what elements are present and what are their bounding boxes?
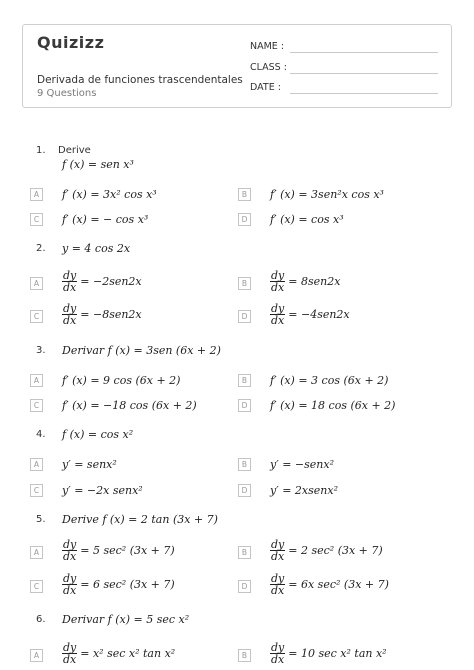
fraction-denominator: dx [63,653,77,666]
date-label: DATE : [250,82,281,93]
option-rhs: = −8sen2x [80,308,142,321]
option-box-a[interactable]: A [30,188,43,201]
fraction-denominator: dx [271,281,285,294]
option-text: y′ = −senx² [270,458,334,471]
fraction-numerator: dy [271,269,285,282]
option-text: f′ (x) = 9 cos (6x + 2) [62,374,181,387]
option-box-b[interactable]: B [238,458,251,471]
option-formula [270,270,340,293]
option-rhs: = 2 sec² (3x + 7) [288,544,383,557]
option-box-c[interactable]: C [30,310,43,323]
quizizz-logo: Quizizz [37,33,105,52]
option-box-b[interactable]: B [238,188,251,201]
question-expression: Derivar f (x) = 3sen (6x + 2) [62,344,221,357]
option-box-a[interactable]: A [30,546,43,559]
option-rhs: = −2sen2x [80,275,142,288]
option-box-c[interactable]: C [30,399,43,412]
fraction-numerator: dy [63,641,77,654]
option-rhs: = 6x sec² (3x + 7) [288,578,389,591]
option-box-d[interactable]: D [238,310,251,323]
option-formula [62,270,142,293]
option-rhs: = 6 sec² (3x + 7) [80,578,175,591]
question-expression: Derive f (x) = 2 tan (3x + 7) [62,513,218,526]
fraction-numerator: dy [63,302,77,315]
fraction-numerator: dy [63,269,77,282]
name-label: NAME : [250,41,285,52]
option-box-b[interactable]: B [238,374,251,387]
option-formula [270,303,350,326]
question-number: 6. [36,614,46,625]
option-rhs: = 8sen2x [288,275,341,288]
worksheet-title: Derivada de funciones trascendentales [37,74,243,86]
fraction-denominator: dx [271,550,285,563]
question-count: 9 Questions [37,88,97,99]
option-box-b[interactable]: B [238,649,251,662]
fraction-numerator: dy [271,641,285,654]
question-number: 3. [36,345,46,356]
name-line [290,52,438,53]
option-box-c[interactable]: C [30,484,43,497]
question-number: 4. [36,429,46,440]
question-expression: y = 4 cos 2x [62,242,131,255]
option-text: f′ (x) = − cos x³ [62,213,149,226]
option-box-d[interactable]: D [238,484,251,497]
option-formula [62,303,142,326]
fraction-denominator: dx [63,550,77,563]
option-text: y′ = 2xsenx² [270,484,338,497]
date-line [290,93,438,94]
question-number: 5. [36,514,46,525]
fraction-denominator: dx [63,584,77,597]
fraction-numerator: dy [63,538,77,551]
option-box-c[interactable]: C [30,580,43,593]
option-text: f′ (x) = 3sen²x cos x³ [270,188,384,201]
fraction-numerator: dy [271,572,285,585]
fraction-numerator: dy [271,302,285,315]
option-box-d[interactable]: D [238,213,251,226]
option-rhs: = −4sen2x [288,308,350,321]
option-text: y′ = −2x senx² [62,484,143,497]
fraction-numerator: dy [63,572,77,585]
question-expression: Derivar f (x) = 5 sec x² [62,613,190,626]
option-formula [270,642,387,665]
class-label: CLASS : [250,62,287,73]
fraction-denominator: dx [271,314,285,327]
option-rhs: = 5 sec² (3x + 7) [80,544,175,557]
option-text: f′ (x) = 3x² cos x³ [62,188,157,201]
option-box-c[interactable]: C [30,213,43,226]
question-expression: f (x) = sen x³ [62,158,134,171]
option-formula [270,573,389,596]
option-formula [62,642,175,665]
fraction-numerator: dy [271,538,285,551]
question-number: 1. [36,145,46,156]
option-text: f′ (x) = cos x³ [270,213,344,226]
option-formula [62,539,175,562]
fraction-denominator: dx [63,281,77,294]
option-box-a[interactable]: A [30,458,43,471]
option-rhs: = 10 sec x² tan x² [288,647,387,660]
option-text: f′ (x) = 18 cos (6x + 2) [270,399,396,412]
option-box-b[interactable]: B [238,277,251,290]
option-box-d[interactable]: D [238,580,251,593]
option-box-a[interactable]: A [30,277,43,290]
option-box-d[interactable]: D [238,399,251,412]
option-formula [62,573,175,596]
question-label: Derive [58,145,91,156]
fraction-denominator: dx [63,314,77,327]
question-expression: f (x) = cos x² [62,428,134,441]
option-text: f′ (x) = −18 cos (6x + 2) [62,399,197,412]
class-line [290,73,438,74]
fraction-denominator: dx [271,584,285,597]
option-formula [270,539,383,562]
option-box-b[interactable]: B [238,546,251,559]
option-box-a[interactable]: A [30,649,43,662]
option-text: f′ (x) = 3 cos (6x + 2) [270,374,389,387]
option-text: y′ = senx² [62,458,117,471]
fraction-denominator: dx [271,653,285,666]
option-box-a[interactable]: A [30,374,43,387]
option-rhs: = x² sec x² tan x² [80,647,176,660]
question-number: 2. [36,243,46,254]
